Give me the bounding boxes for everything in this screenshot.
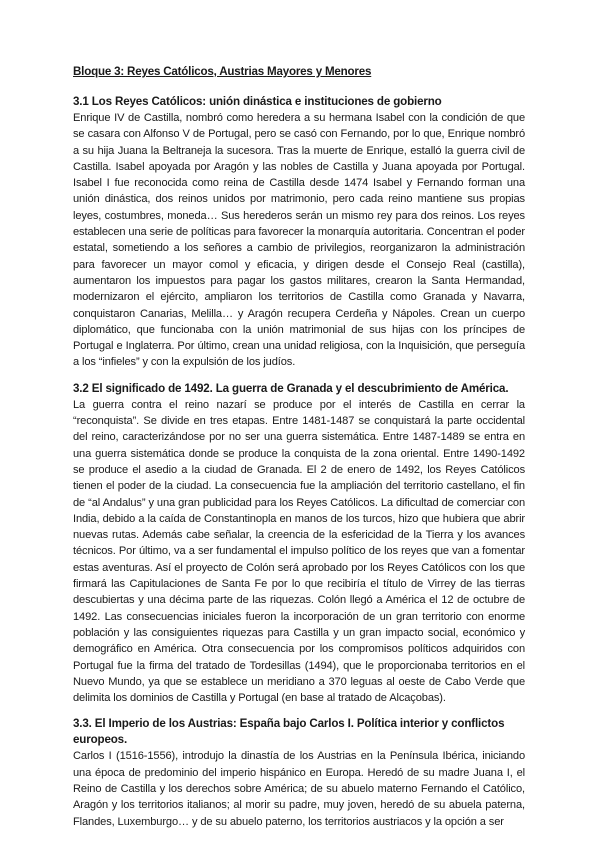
section-1492 (73, 381, 525, 707)
section-heading: 3.3. El Imperio de los Austrias: España bajo Carlos I. Política interior y conflictos europeos. (73, 717, 505, 747)
document-page (73, 64, 525, 830)
section-paragraph: La guerra contra el reino nazarí se produce por el interés de Castilla en cerrar la “reconquista”. Se divide en tres etapas. Entre 1481-1487 se conquistará la parte occidental del reino, caracterizándose por no ser una guerra sistemática. Entre 1487-1489 se entra en una guerra sistemática donde se produce la conquista de la zona oriental. Entre 1490-1492 se produce el asedio a la ciudad de Granada. El 2 de enero de 1492, los Reyes Católicos tienen el poder de la ciudad. La consecuencia fue la ampliación del territorio castellano, el fin de “al Andalus” y una gran publicidad para los Reyes Católicos. La dificultad de comerciar con India, debido a la caída de Constantinopla en manos de los turcos, hizo que hubiera que abrir nuevas rutas. Además cabe señalar, la creencia de la esfericidad de la Tierra y los avances técnicos. Por último, va a ser fundamental el impulso político de los reyes que van a fomentar estas aventuras. Así el proyecto de Colón será aprobado por los Reyes Católicos con los que firmará las Capitulaciones de Santa Fe por lo que recibiría el título de Virrey de las tierras descubiertas y una décima parte de las riquezas. Colón llegó a América el 12 de octubre de 1492. Las consecuencias iniciales fueron la incorporación de un gran territorio con enorme población y las consiguientes riquezas para Castilla y un gran impacto social, económico y demográfico en América. Otra consecuencia por los compromisos políticos adquiridos con Portugal fue la firma del tratado de Tordesillas (1494), que le proporcionaba territorios en el Nuevo Mundo, ya que se establece un meridiano a 370 leguas al oeste de Cabo Verde que delimita los dominios de Castilla y Portugal (en base al tratado de Alcaçobas). (73, 398, 525, 705)
section-heading: 3.2 El significado de 1492. La guerra de Granada y el descubrimiento de América. (73, 381, 509, 395)
document-title: Bloque 3: Reyes Católicos, Austrias Mayores y Menores (73, 65, 372, 78)
section-imperio-austrias (73, 716, 525, 829)
section-paragraph: Enrique IV de Castilla, nombró como heredera a su hermana Isabel con la condición de que se casara con Alfonso V de Portugal, pero se casó con Fernando, por lo que, Enrique nombró a su hija Juana la Beltraneja la sucesora. Tras la muerte de Enrique, estalló la guerra civil de Castilla. Isabel apoyada por Aragón y las nobles de Castilla y Juana apoyada por Portugal. Isabel I fue reconocida como reina de Castilla desde 1474 Isabel y Fernando forman una unión dinástica, dos reinos unidos por matrimonio, pero cada reino mantiene sus propias leyes, costumbres, moneda… Sus herederos serán un mismo rey para dos reinos. Los reyes establecen una serie de políticas para favorecer la monarquía autoritaria. Concentran el poder estatal, sometiendo a los señores a cambio de privilegios, reorganizaron la administración para favorecer un mayor comol y eficacia, y dirigen desde el Consejo Real (castilla), aumentaron los impuestos para pagar los gastos militares, crearon la Santa Hermandad, modernizaron el ejército, ampliaron los territorios de Castilla como Granada y Navarra, conquistaron Canarias, Melilla… y Aragón recupera Cerdeña y Nápoles. Crean un cuerpo diplomático, que funcionaba con la unión matrimonial de sus hijas con los príncipes de Portugal e Inglaterra. Por último, crean una unidad religiosa, con la Inquisición, que perseguía a los “infieles” y con la expulsión de los judíos. (73, 112, 525, 369)
section-reyes-catolicos (73, 94, 525, 371)
section-paragraph: Carlos I (1516-1556), introdujo la dinastía de los Austrias en la Península Ibérica, iniciando una época de predominio del imperio hispánico en Europa. Heredó de su madre Juana I, el Reino de Castilla y los derechos sobre América; de su abuelo materno Fernando el Católico, Aragón y los territorios italianos; al morir su padre, muy joven, heredó de su abuela paterna, Flandes, Luxemburgo… y de su abuelo paterno, los territorios austriacos y la opción a ser (73, 750, 525, 828)
section-heading: 3.1 Los Reyes Católicos: unión dinástica e instituciones de gobierno (73, 95, 442, 108)
